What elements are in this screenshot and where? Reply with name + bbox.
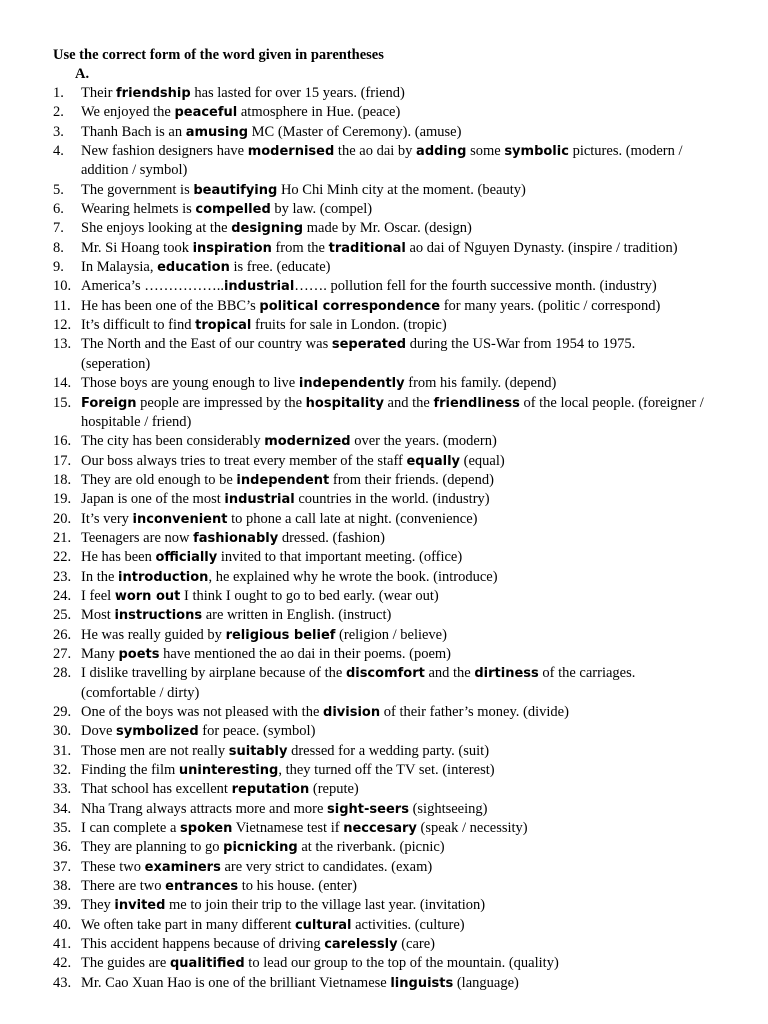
item-text <box>81 123 765 142</box>
item-continuation: (comfortable / dirty) <box>81 684 200 701</box>
answer-word: worn out <box>114 588 181 604</box>
item-text <box>81 297 765 316</box>
sentence-fragment: have mentioned the ao dai in their poems. (poem) <box>159 645 452 662</box>
item-number: 41. <box>53 936 72 953</box>
sentence-fragment: This accident happens because of driving <box>81 936 325 953</box>
answer-word: entrances <box>165 879 239 895</box>
sentence-fragment: Ho Chi Minh city at the moment. (beauty) <box>277 181 526 198</box>
answer-word: industrial <box>223 279 295 295</box>
sentence-fragment: is free. (educate) <box>229 259 331 276</box>
item-text <box>81 896 765 915</box>
exercise-item <box>53 819 765 838</box>
item-number: 2. <box>53 104 64 121</box>
sentence-fragment: to lead our group to the top of the mountain. (quality) <box>244 955 559 972</box>
answer-word: discomfort <box>345 666 425 682</box>
item-number: 37. <box>53 858 72 875</box>
sentence-fragment: ……. pollution fell for the fourth successive month. (industry) <box>294 278 657 295</box>
answer-word: independent <box>236 472 330 488</box>
exercise-item <box>53 626 765 645</box>
answer-word: symbolic <box>504 144 569 160</box>
sentence-fragment: Mr. Si Hoang took <box>81 239 193 256</box>
sentence-fragment: Many <box>81 645 119 662</box>
item-text <box>81 529 765 548</box>
item-text <box>81 606 765 625</box>
item-number: 3. <box>53 123 64 140</box>
item-number: 1. <box>53 85 64 101</box>
sentence-fragment: (sightseeing) <box>408 800 488 817</box>
item-text <box>81 954 765 973</box>
sentence-fragment: of the local people. (foreigner / <box>519 394 704 411</box>
exercise-item <box>53 568 765 587</box>
answer-word: inspiration <box>192 240 272 256</box>
exercise-item <box>53 606 765 625</box>
item-number: 34. <box>53 800 72 817</box>
answer-word: peaceful <box>174 105 238 121</box>
sentence-fragment: has lasted for over 15 years. (friend) <box>190 85 405 101</box>
item-text <box>81 490 765 509</box>
answer-word: qualitified <box>169 956 245 972</box>
item-number: 33. <box>53 781 72 798</box>
sentence-fragment: people are impressed by the <box>136 394 306 411</box>
item-text <box>81 181 765 200</box>
answer-word: dirtiness <box>474 666 539 682</box>
section-label: A. <box>75 66 90 82</box>
item-number: 22. <box>53 549 72 566</box>
sentence-fragment: Wearing helmets is <box>81 201 196 218</box>
answer-word: friendliness <box>433 395 520 411</box>
sentence-fragment: Nha Trang always attracts more and more <box>81 800 328 817</box>
answer-word: fashionably <box>193 530 279 546</box>
item-number: 31. <box>53 742 72 759</box>
sentence-fragment: ao dai of Nguyen Dynasty. (inspire / tradition) <box>405 239 678 256</box>
sentence-fragment: me to join their trip to the village last year. (invitation) <box>165 897 486 914</box>
answer-word: introduction <box>118 569 209 585</box>
sentence-fragment: pictures. (modern / <box>568 143 683 160</box>
item-text <box>81 645 765 664</box>
item-number: 42. <box>53 955 72 972</box>
item-number: 20. <box>53 510 72 527</box>
answer-word: invited <box>114 898 166 914</box>
item-text <box>81 742 765 761</box>
sentence-fragment: In Malaysia, <box>81 259 158 276</box>
item-number: 15. <box>53 394 72 411</box>
exercise-item <box>53 935 765 954</box>
item-number: 18. <box>53 471 72 488</box>
sentence-fragment: They are planning to go <box>81 839 224 856</box>
sentence-fragment: We enjoyed the <box>81 104 175 121</box>
sentence-fragment: made by Mr. Oscar. (design) <box>303 220 472 237</box>
sentence-fragment: Finding the film <box>81 762 179 779</box>
sentence-fragment: during the US-War from 1954 to 1975. <box>406 336 636 353</box>
sentence-fragment: are written in English. (instruct) <box>202 607 392 624</box>
answer-word: cultural <box>294 917 352 933</box>
answer-word: political correspondence <box>259 298 441 314</box>
exercise-item <box>53 742 765 761</box>
exercise-item <box>53 239 765 258</box>
sentence-fragment: In the <box>81 568 119 585</box>
item-text <box>81 838 765 857</box>
sentence-fragment: (repute) <box>309 781 359 798</box>
answer-word: picnicking <box>223 840 298 856</box>
item-text <box>81 374 765 393</box>
sentence-fragment: It’s very <box>81 510 133 527</box>
sentence-fragment: They <box>81 897 115 914</box>
sentence-fragment: Those boys are young enough to live <box>81 375 299 392</box>
answer-word: uninteresting <box>178 763 279 779</box>
sentence-fragment: The government is <box>81 181 194 198</box>
item-number: 4. <box>53 143 64 160</box>
sentence-fragment: MC (Master of Ceremony). (amuse) <box>248 123 462 140</box>
exercise-item <box>53 432 765 451</box>
exercise-item <box>53 645 765 664</box>
exercise-item <box>53 219 765 238</box>
item-number: 26. <box>53 626 72 643</box>
item-number: 19. <box>53 491 72 508</box>
sentence-fragment: It’s difficult to find <box>81 317 196 334</box>
sentence-fragment: I think I ought to go to bed early. (wear out) <box>180 587 439 604</box>
sentence-fragment: The city has been considerably <box>81 433 265 450</box>
item-text <box>81 258 765 277</box>
sentence-fragment: (equal) <box>460 452 505 469</box>
sentence-fragment: (religion / believe) <box>335 626 447 643</box>
answer-word: beautifying <box>193 182 278 198</box>
sentence-fragment: They are old enough to be <box>81 471 237 488</box>
item-text <box>81 548 765 567</box>
sentence-fragment: Japan is one of the most <box>81 491 225 508</box>
sentence-fragment: Mr. Cao Xuan Hao is one of the brilliant Vietnamese <box>81 974 391 991</box>
item-text <box>81 780 765 799</box>
exercise-item <box>53 858 765 877</box>
item-number: 8. <box>53 239 64 256</box>
item-text <box>81 200 765 219</box>
item-number: 17. <box>53 452 72 469</box>
sentence-fragment: There are two <box>81 878 166 895</box>
exercise-item <box>53 103 765 122</box>
sentence-fragment: The North and the East of our country was <box>81 336 332 353</box>
sentence-fragment: , he explained why he wrote the book. (introduce) <box>208 568 498 585</box>
item-number: 9. <box>53 259 64 276</box>
item-text <box>81 219 765 238</box>
sentence-fragment: atmosphere in Hue. (peace) <box>237 104 401 121</box>
item-text <box>81 819 765 838</box>
sentence-fragment: (care) <box>397 936 436 953</box>
answer-word: hospitality <box>305 395 384 411</box>
sentence-fragment: We often take part in many different <box>81 916 295 933</box>
answer-word: amusing <box>185 124 249 140</box>
sentence-fragment: of their father’s money. (divide) <box>380 704 569 720</box>
item-number: 14. <box>53 375 72 392</box>
item-number: 13. <box>53 336 72 353</box>
sentence-fragment: invited to that important meeting. (office) <box>217 549 463 566</box>
item-text <box>81 84 765 103</box>
answer-word: instructions <box>114 608 203 624</box>
sentence-fragment: dressed. (fashion) <box>278 529 385 546</box>
answer-word: neccesary <box>343 821 417 837</box>
item-number: 43. <box>53 974 72 991</box>
sentence-fragment: I dislike travelling by airplane because of the <box>81 665 346 682</box>
answer-word: friendship <box>116 86 191 101</box>
sentence-fragment: are very strict to candidates. (exam) <box>220 858 433 875</box>
item-number: 32. <box>53 762 72 779</box>
exercise-item <box>53 316 765 335</box>
item-text <box>81 103 765 122</box>
answer-word: examiners <box>144 859 221 875</box>
item-number: 39. <box>53 897 72 914</box>
sentence-fragment: from his family. (depend) <box>404 375 557 392</box>
sentence-fragment: dressed for a wedding party. (suit) <box>287 742 490 759</box>
sentence-fragment: Most <box>81 607 115 624</box>
item-text <box>81 239 765 258</box>
item-text <box>81 877 765 896</box>
answer-word: officially <box>155 550 218 566</box>
item-text <box>81 142 765 181</box>
exercise-item <box>53 587 765 606</box>
item-text <box>81 452 765 471</box>
sentence-fragment: over the years. (modern) <box>350 433 497 450</box>
item-number: 21. <box>53 529 72 546</box>
sentence-fragment: and the <box>383 394 434 411</box>
exercise-item <box>53 780 765 799</box>
sentence-fragment: the ao dai by <box>334 143 417 160</box>
answer-word: designing <box>231 221 304 237</box>
exercise-item <box>53 297 765 316</box>
exercise-item <box>53 490 765 509</box>
exercise-item <box>53 181 765 200</box>
item-text <box>81 394 765 433</box>
exercise-item <box>53 510 765 529</box>
sentence-fragment: Thanh Bach is an <box>81 123 186 140</box>
item-text <box>81 722 765 741</box>
sentence-fragment: That school has excellent <box>81 781 232 798</box>
item-text <box>81 761 765 780</box>
instruction-title: Use the correct form of the word given in parentheses <box>53 47 384 63</box>
exercise-item <box>53 471 765 490</box>
answer-word: industrial <box>224 492 295 508</box>
answer-word: traditional <box>328 240 406 256</box>
sentence-fragment: from their friends. (depend) <box>329 471 494 488</box>
sentence-fragment: Our boss always tries to treat every member of the staff <box>81 452 407 469</box>
exercise-item <box>53 394 765 433</box>
item-number: 11. <box>53 297 71 314</box>
answer-word: modernised <box>247 144 335 160</box>
answer-word: suitably <box>228 743 288 759</box>
item-text <box>81 471 765 490</box>
answer-word: religious belief <box>225 627 336 643</box>
exercise-item <box>53 335 765 374</box>
answer-word: carelessly <box>324 937 398 953</box>
exercise-item <box>53 703 765 722</box>
answer-word: adding <box>416 144 467 160</box>
item-number: 12. <box>53 317 72 334</box>
exercise-item <box>53 258 765 277</box>
answer-word: division <box>323 705 381 720</box>
sentence-fragment: to phone a call late at night. (convenience) <box>227 510 478 527</box>
exercise-item <box>53 374 765 393</box>
item-continuation: hospitable / friend) <box>81 413 192 430</box>
sentence-fragment: Their <box>81 85 117 101</box>
sentence-fragment: (language) <box>453 974 519 991</box>
item-text <box>81 587 765 606</box>
item-text <box>81 916 765 935</box>
sentence-fragment: , they turned off the TV set. (interest) <box>278 762 495 779</box>
exercise-item <box>53 452 765 471</box>
item-number: 30. <box>53 723 72 740</box>
sentence-fragment: Dove <box>81 723 117 740</box>
sentence-fragment: from the <box>271 239 329 256</box>
answer-word: modernized <box>264 434 351 450</box>
item-text <box>81 664 765 703</box>
item-text <box>81 568 765 587</box>
exercise-item <box>53 548 765 567</box>
sentence-fragment: by law. (compel) <box>270 201 373 218</box>
sentence-fragment: He was really guided by <box>81 626 226 643</box>
item-text <box>81 626 765 645</box>
exercise-item <box>53 664 765 703</box>
item-number: 36. <box>53 839 72 856</box>
sentence-fragment: Vietnamese test if <box>232 820 344 837</box>
item-text <box>81 858 765 877</box>
sentence-fragment: The guides are <box>81 955 170 972</box>
sentence-fragment: at the riverbank. (picnic) <box>297 839 445 856</box>
item-text <box>81 316 765 335</box>
item-number: 28. <box>53 665 72 682</box>
sentence-fragment: America’s …………….. <box>81 278 224 295</box>
answer-word: symbolized <box>116 724 199 740</box>
sentence-fragment: He has been <box>81 549 156 566</box>
sentence-fragment: and the <box>424 665 475 682</box>
exercise-item <box>53 800 765 819</box>
exercise-item <box>53 838 765 857</box>
exercise-item <box>53 896 765 915</box>
answer-word: equally <box>406 453 461 469</box>
exercise-item <box>53 142 765 181</box>
item-number: 5. <box>53 181 64 198</box>
item-number: 24. <box>53 587 72 604</box>
sentence-fragment: She enjoys looking at the <box>81 220 232 237</box>
item-text <box>81 432 765 451</box>
exercise-item <box>53 529 765 548</box>
sentence-fragment: One of the boys was not pleased with the <box>81 704 324 720</box>
exercise-item <box>53 761 765 780</box>
answer-word: linguists <box>390 975 454 991</box>
item-number: 27. <box>53 645 72 662</box>
exercise-item <box>53 974 765 993</box>
item-number: 23. <box>53 568 72 585</box>
sentence-fragment: to his house. (enter) <box>238 878 357 895</box>
sentence-fragment: some <box>466 143 505 160</box>
sentence-fragment: countries in the world. (industry) <box>294 491 490 508</box>
exercise-item <box>53 916 765 935</box>
answer-word: Foreign <box>81 395 137 411</box>
item-number: 40. <box>53 916 72 933</box>
exercise-item <box>53 277 765 296</box>
exercise-item <box>53 722 765 741</box>
sentence-fragment: of the carriages. <box>538 665 636 682</box>
sentence-fragment: (speak / necessity) <box>416 820 528 837</box>
sentence-fragment: for peace. (symbol) <box>198 723 316 740</box>
answer-word: spoken <box>180 821 233 837</box>
item-number: 29. <box>53 704 72 720</box>
item-text <box>81 800 765 819</box>
answer-word: tropical <box>195 318 252 334</box>
item-number: 6. <box>53 201 64 218</box>
sentence-fragment: for many years. (politic / correspond) <box>440 297 661 314</box>
item-text <box>81 277 765 296</box>
answer-word: education <box>157 260 230 276</box>
item-text <box>81 510 765 529</box>
item-text <box>81 703 765 722</box>
sentence-fragment: fruits for sale in London. (tropic) <box>251 317 447 334</box>
answer-word: compelled <box>195 202 271 218</box>
item-continuation: addition / symbol) <box>81 162 188 179</box>
sentence-fragment: These two <box>81 858 145 875</box>
item-number: 35. <box>53 820 72 837</box>
exercise-list <box>53 84 765 993</box>
sentence-fragment: He has been one of the BBC’s <box>81 297 260 314</box>
item-number: 25. <box>53 607 72 624</box>
exercise-item <box>53 877 765 896</box>
item-continuation: (seperation) <box>81 355 151 372</box>
exercise-item <box>53 200 765 219</box>
item-number: 38. <box>53 878 72 895</box>
sentence-fragment: activities. (culture) <box>351 916 465 933</box>
item-number: 16. <box>53 433 72 450</box>
item-text <box>81 935 765 954</box>
answer-word: inconvenient <box>132 511 228 527</box>
item-number: 7. <box>53 220 64 237</box>
answer-word: independently <box>298 376 405 392</box>
item-number: 10. <box>53 278 72 295</box>
exercise-item <box>53 954 765 973</box>
item-text <box>81 974 765 993</box>
sentence-fragment: I can complete a <box>81 820 181 837</box>
sentence-fragment: New fashion designers have <box>81 143 248 160</box>
answer-word: reputation <box>231 782 310 798</box>
exercise-item <box>53 123 765 142</box>
sentence-fragment: Those men are not really <box>81 742 229 759</box>
sentence-fragment: Teenagers are now <box>81 529 194 546</box>
answer-word: seperated <box>331 337 407 353</box>
exercise-item <box>53 84 765 103</box>
answer-word: sight-seers <box>327 801 409 817</box>
sentence-fragment: I feel <box>81 587 115 604</box>
item-text <box>81 335 765 374</box>
answer-word: poets <box>118 646 160 662</box>
